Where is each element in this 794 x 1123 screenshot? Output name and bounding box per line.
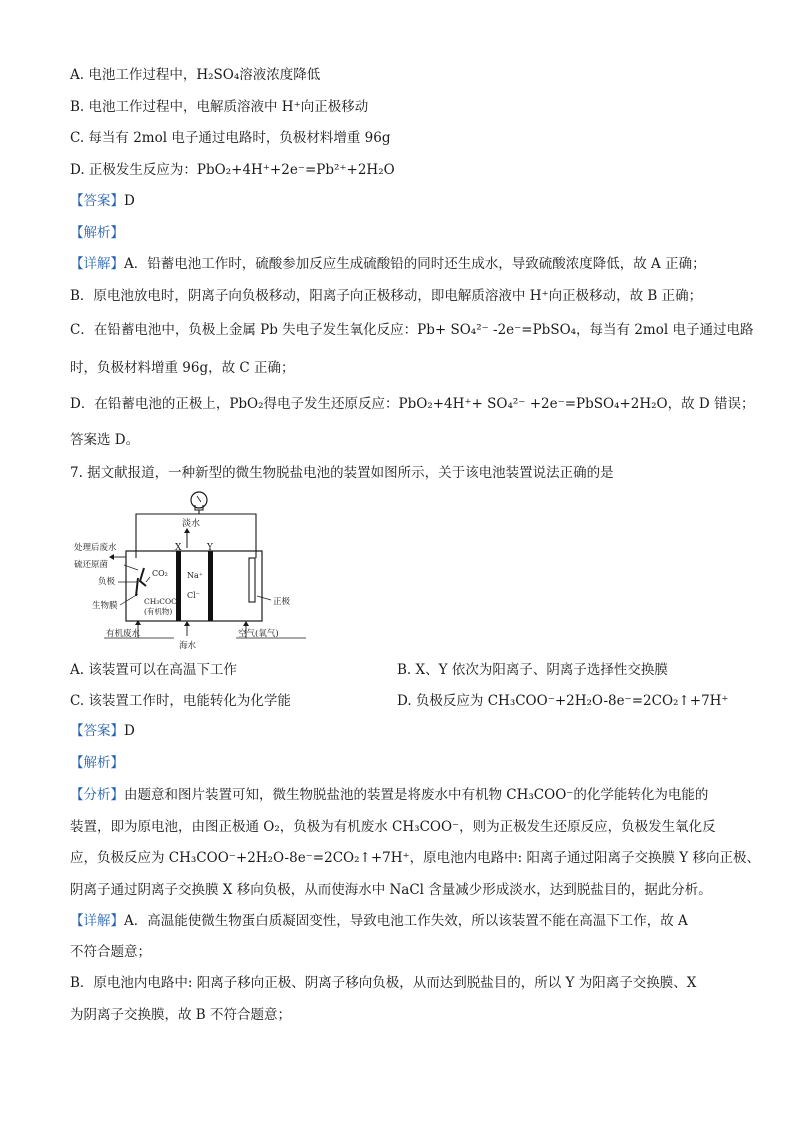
detail-text: A．高温能使微生物蛋白质凝固变性，导致电池工作失效，所以该装置不能在高温下工作，故 A [124, 913, 688, 929]
q6-conclusion: 答案选 D。 [70, 432, 140, 448]
label-seawater: 海水 [179, 641, 197, 651]
q7-analysis-tag [70, 754, 124, 772]
answer-tag: 【答案】 [70, 723, 124, 739]
q7-analysis-1 [70, 786, 708, 804]
analysis-text: 由题意和图片装置可知，微生物脱盐池的装置是将废水中有机物 CH₃COO⁻的化学能转化为电能的 [124, 787, 709, 803]
q6-detail-2: B．原电池放电时，阴离子向负极移动，阳离子向正极移动，即电解质溶液中 H⁺向正极移动，故 B 正确； [70, 288, 703, 304]
label-fresh-water: 淡水 [182, 519, 201, 529]
q6-option-b: B. 电池工作过程中，电解质溶液中 H⁺向正极移动 [70, 99, 369, 115]
q7-option-a: A. 该装置可以在高温下工作 [70, 662, 237, 678]
q6-option-d: D. 正极发生反应为：PbO₂+4H⁺+2e⁻=Pb²⁺+2H₂O [70, 162, 395, 178]
label-na: Na⁺ [187, 571, 203, 580]
detail-tag: 【详解】 [70, 256, 124, 272]
label-x: X [175, 543, 182, 553]
label-co2: CO₂ [152, 569, 168, 578]
label-cl: Cl⁻ [187, 591, 200, 600]
q6-analysis-tag [70, 224, 124, 242]
q7-detail-1b: 不符合题意； [70, 944, 151, 960]
q7-option-b: B. X、Y 依次为阳离子、阴离子选择性交换膜 [397, 662, 668, 678]
label-y: Y [207, 543, 213, 553]
answer-value: D [124, 723, 135, 739]
label-air: 空气(氧气) [238, 629, 279, 639]
detail-text: A．铅蓄电池工作时，硫酸参加反应生成硫酸铅的同时还生成水，导致硫酸浓度降低，故 A 正确； [124, 256, 706, 272]
q7-detail-2a: B．原电池内电路中: 阳离子移向正极、阴离子移向负极，从而达到脱盐目的，所以 Y 为阳离子交换膜、X [70, 975, 697, 991]
q7-stem: 7. 据文献报道，一种新型的微生物脱盐电池的装置如图所示，关于该电池装置说法正确的是 [70, 465, 614, 481]
detail-tag: 【详解】 [70, 913, 124, 929]
q6-option-c: C. 每当有 2mol 电子通过电路时，负极材料增重 96g [70, 130, 391, 146]
label-treated-water: 处理后废水 [74, 543, 117, 553]
label-positive: 正极 [273, 597, 291, 607]
positive-electrode [249, 558, 255, 602]
q7-detail-2b: 为阴离子交换膜，故 B 不符合题意； [70, 1007, 292, 1023]
analysis-tag: 【解析】 [70, 225, 124, 241]
q6-detail-1 [70, 255, 706, 273]
label-organic-waste: 有机废水 [106, 629, 141, 639]
label-sulfur-bacteria: 硫还原菌 [74, 560, 109, 570]
q6-answer [70, 192, 135, 210]
analysis-tag: 【解析】 [70, 755, 124, 771]
membrane-y [208, 551, 213, 621]
q7-detail-1a [70, 912, 688, 930]
q7-analysis-2: 装置，即为原电池，由图正极通 O₂，负极为有机废水 CH₃COO⁻，则为正极发生还原反应，负极发生氧化反 [70, 819, 716, 835]
label-negative: 负极 [98, 577, 116, 587]
label-biofilm: 生物膜 [92, 601, 118, 611]
bulb-icon [191, 492, 207, 510]
q7-option-c: C. 该装置工作时，电能转化为化学能 [70, 693, 291, 709]
q6-option-a: A. 电池工作过程中，H₂SO₄溶液浓度降低 [70, 67, 321, 83]
analysis-head: 【分析】 [70, 787, 124, 803]
q7-answer [70, 722, 135, 740]
answer-value: D [124, 193, 135, 209]
q6-detail-3a: C．在铅蓄电池中，负极上金属 Pb 失电子发生氧化反应：Pb+ SO₄²⁻ -2e⁻=PbSO₄，每当有 2mol 电子通过电路 [70, 322, 754, 338]
membrane-x [176, 551, 181, 621]
q6-detail-4: D．在铅蓄电池的正极上，PbO₂得电子发生还原反应：PbO₂+4H⁺+ SO₄²⁻ +2e⁻=PbSO₄+2H₂O，故 D 错误； [70, 396, 755, 412]
q7-analysis-4: 阴离子通过阴离子交换膜 X 移向负极，从而使海水中 NaCl 含量减少形成淡水，达到脱盐目的，据此分析。 [70, 882, 712, 898]
q7-analysis-3: 应，负极反应为 CH₃COO⁻+2H₂O-8e⁻=2CO₂↑+7H⁺，原电池内电路中: 阳离子通过阳离子交换膜 Y 移向正极、 [70, 850, 760, 866]
label-organic: (有机物) [144, 607, 173, 616]
desalination-cell-diagram [66, 486, 346, 656]
answer-tag: 【答案】 [70, 193, 124, 209]
q7-option-d: D. 负极反应为 CH₃COO⁻+2H₂O-8e⁻=2CO₂↑+7H⁺ [397, 693, 729, 709]
label-acetate: CH₃COO⁻ [144, 597, 182, 606]
q6-detail-3b: 时，负极材料增重 96g，故 C 正确； [70, 360, 295, 376]
